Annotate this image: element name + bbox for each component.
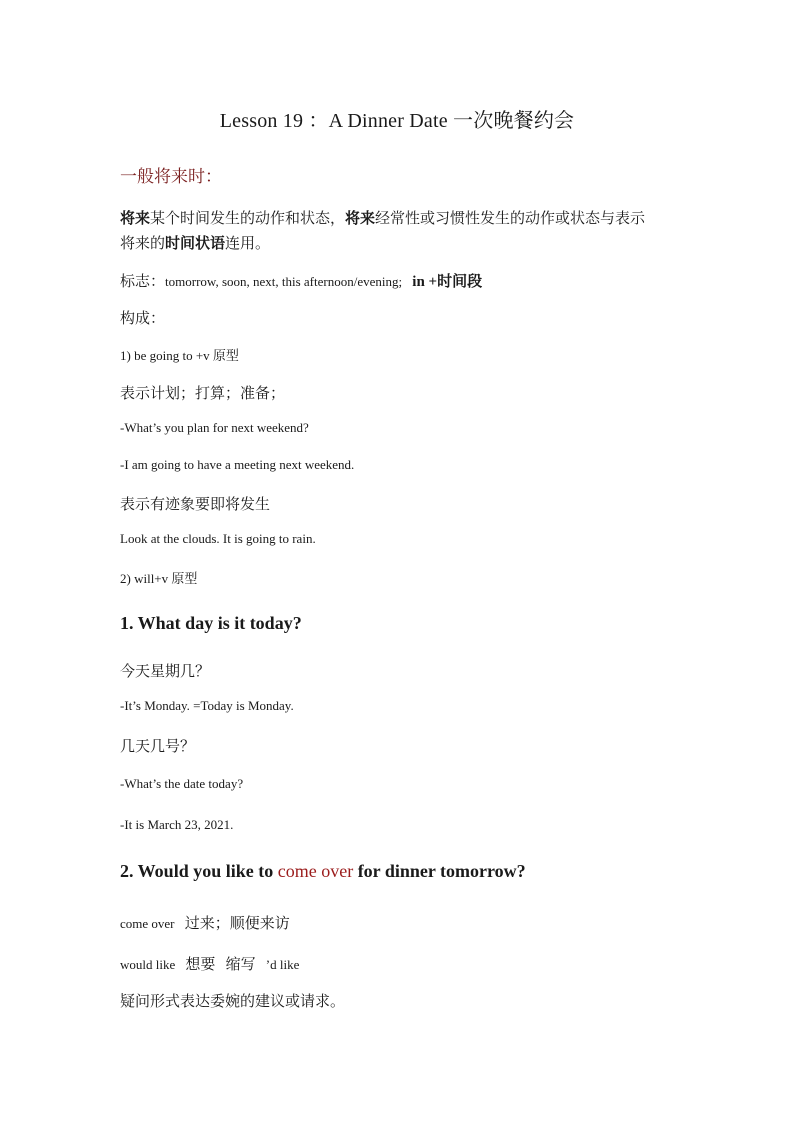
def-text-4: 连用。 bbox=[225, 234, 271, 252]
usage-note: 疑问形式表达委婉的建议或请求。 bbox=[120, 992, 346, 1010]
def-text-2: 经常性或习惯性发生的动作或状态与表示 bbox=[375, 209, 646, 227]
example-2: Look at the clouds. It is going to rain. bbox=[120, 531, 316, 546]
form-2: 2) will+v 原型 bbox=[120, 571, 198, 586]
example-1-question: -What’s you plan for next weekend? bbox=[120, 420, 309, 435]
def-text-3: 将来的 bbox=[120, 234, 166, 252]
q2-heading-pre: 2. Would you like to bbox=[120, 861, 278, 881]
phrase-1-en: come over bbox=[120, 916, 175, 931]
definition-paragraph bbox=[120, 206, 680, 256]
section-heading: 一般将来时： bbox=[120, 167, 222, 187]
def-text-1: 某个时间发生的动作和状态， bbox=[150, 209, 346, 227]
phrase-1-cn: 过来；顺便来访 bbox=[184, 914, 290, 932]
markers-words: tomorrow, soon, next, this afternoon/evening; bbox=[165, 274, 403, 289]
example-1-answer: -I am going to have a meeting next weekend. bbox=[120, 457, 355, 472]
q1-ask-date: -What’s the date today? bbox=[120, 776, 244, 791]
question-1-heading: 1. What day is it today? bbox=[120, 613, 302, 633]
form-1-meaning-2: 表示有迹象要即将发生 bbox=[120, 495, 271, 513]
def-bold-1: 将来 bbox=[120, 209, 151, 227]
lesson-title: Lesson 19 ：A Dinner Date 一次晚餐约会 bbox=[219, 110, 575, 132]
phrase-2-cn-2: 缩写 bbox=[225, 955, 256, 973]
markers-extra: in +时间段 bbox=[412, 274, 483, 290]
structure-label: 构成： bbox=[120, 309, 166, 327]
phrase-2-cn-1: 想要 bbox=[185, 955, 216, 973]
form-1: 1) be going to +v 原型 bbox=[120, 348, 239, 363]
phrase-1 bbox=[120, 912, 290, 933]
def-bold-3: 时间状语 bbox=[165, 234, 226, 252]
def-bold-2: 将来 bbox=[345, 209, 376, 227]
q1-answer-date: -It is March 23, 2021. bbox=[120, 817, 234, 832]
q1-answer-day: -It’s Monday. =Today is Monday. bbox=[120, 698, 294, 713]
phrase-2-abbr: ’d like bbox=[265, 957, 300, 972]
form-1-meaning: 表示计划；打算；准备； bbox=[120, 384, 286, 402]
q2-heading-post: for dinner tomorrow? bbox=[353, 861, 526, 881]
markers-label: 标志： bbox=[120, 272, 166, 290]
phrase-2-en: would like bbox=[120, 957, 176, 972]
markers-line bbox=[120, 270, 482, 291]
q1-cn-day: 今天星期几？ bbox=[120, 662, 211, 680]
q2-heading-accent: come over bbox=[277, 861, 354, 881]
q1-cn-date: 几天几号？ bbox=[120, 737, 196, 755]
question-2-heading bbox=[120, 861, 526, 882]
phrase-2 bbox=[120, 953, 299, 974]
